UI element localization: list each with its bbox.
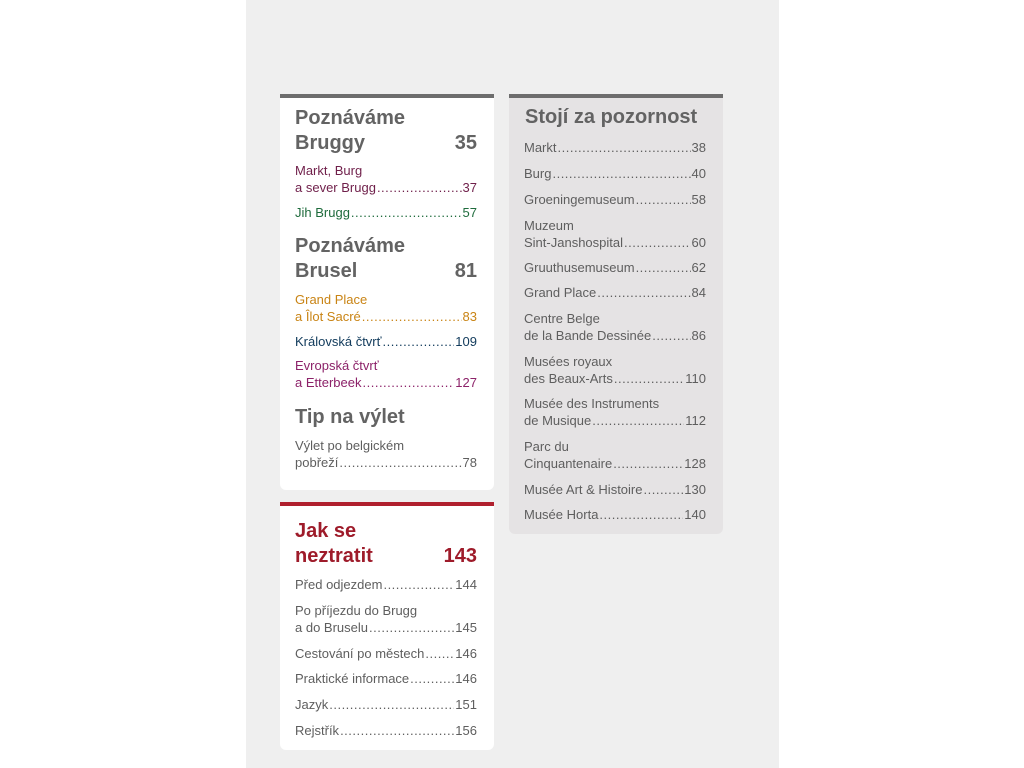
toc-entry-line1: Grand Place — [524, 285, 597, 300]
dot-leader — [552, 165, 690, 182]
toc-entry-page: 60 — [691, 235, 706, 250]
dot-leader — [383, 576, 454, 593]
toc-entry-musee-instruments[interactable] — [524, 395, 706, 429]
dot-leader — [425, 645, 454, 662]
dot-leader — [410, 670, 454, 687]
toc-entry-line1: Burg — [524, 166, 552, 181]
toc-entry-page: 145 — [455, 620, 477, 635]
toc-entry-page: 83 — [462, 309, 477, 324]
toc-entry-line2: pobřeží — [295, 455, 339, 470]
toc-entry-line1: Centre Belge — [524, 311, 600, 326]
section-title-text: Tip na výlet — [295, 406, 405, 428]
toc-page — [246, 0, 779, 768]
card-top-bar — [509, 94, 723, 98]
toc-card-destinations — [280, 94, 494, 490]
toc-entry-line1: Parc du — [524, 439, 569, 454]
toc-entry-line1: Výlet po belgickém — [295, 438, 405, 453]
toc-entry-line1: Markt — [524, 140, 557, 155]
toc-entry-page: 38 — [691, 140, 706, 155]
toc-entry-cestovani[interactable] — [295, 645, 477, 662]
toc-entry-page: 57 — [462, 205, 477, 220]
toc-entry-prakticke-informace[interactable] — [295, 670, 477, 687]
dot-leader — [652, 327, 690, 344]
dot-leader — [592, 412, 684, 429]
toc-entry-line2: a sever Brugg — [295, 180, 376, 195]
toc-entry-line1: Groeningemuseum — [524, 192, 635, 207]
card-top-bar — [280, 502, 494, 506]
toc-entry-line1: Markt, Burg — [295, 163, 363, 178]
toc-entry-line1: Musée des Instruments — [524, 396, 660, 411]
toc-entry-line1: Grand Place — [295, 292, 368, 307]
toc-entry-line1: Muzeum — [524, 218, 574, 233]
dot-leader — [558, 139, 691, 156]
dot-leader — [644, 481, 684, 498]
toc-entry-page: 84 — [691, 285, 706, 300]
dot-leader — [329, 696, 454, 713]
section-title-sights: Stojí za pozornost — [525, 106, 698, 128]
toc-entry-po-prijezdu[interactable] — [295, 602, 477, 636]
section-title-line1: Poznáváme — [295, 235, 406, 257]
toc-entry-page: 156 — [455, 723, 477, 738]
dot-leader — [383, 333, 455, 350]
section-page-number: 35 — [454, 132, 477, 154]
toc-entry-page: 127 — [455, 375, 477, 390]
toc-entry-page: 78 — [462, 455, 477, 470]
toc-entry-jih-brugg[interactable] — [295, 204, 477, 221]
toc-entry-page: 140 — [684, 507, 706, 522]
dot-leader — [369, 619, 454, 636]
dot-leader — [351, 204, 462, 221]
dot-leader — [363, 374, 455, 391]
dot-leader — [340, 722, 454, 739]
toc-entry-line1: Musées royaux — [524, 354, 613, 369]
toc-entry-line1: Jih Brugg — [295, 205, 350, 220]
toc-entry-line2: a Îlot Sacré — [295, 309, 361, 324]
section-title-line2: Brusel — [295, 260, 358, 282]
section-title-line1: Jak se — [295, 520, 357, 542]
dot-leader — [636, 191, 691, 208]
dot-leader — [377, 179, 462, 196]
toc-entry-page: 86 — [691, 328, 706, 343]
toc-entry-page: 110 — [685, 371, 706, 386]
toc-entry-markt-burg[interactable] — [295, 162, 477, 196]
toc-entry-kralovska-ctvrt[interactable] — [295, 333, 477, 350]
toc-entry-groeningemuseum[interactable] — [524, 191, 706, 208]
section-title-line2: neztratit — [295, 545, 373, 567]
toc-entry-line1: Rejstřík — [295, 723, 340, 738]
toc-entry-page: 37 — [462, 180, 477, 195]
section-title-brussels[interactable] — [295, 234, 477, 284]
dot-leader — [636, 259, 691, 276]
toc-entry-line1: Cestování po městech — [295, 646, 425, 661]
toc-entry-line2: de la Bande Dessinée — [524, 328, 652, 343]
toc-entry-line1: Gruuthusemuseum — [524, 260, 635, 275]
toc-entry-line1: Musée Art & Histoire — [524, 482, 643, 497]
dot-leader — [624, 234, 691, 251]
toc-entry-line2: de Musique — [524, 413, 592, 428]
toc-entry-line1: Praktické informace — [295, 671, 410, 686]
toc-card-practical — [280, 502, 494, 750]
toc-entry-line1: Po příjezdu do Brugg — [295, 603, 418, 618]
section-title-jak-se-neztratit[interactable] — [295, 519, 477, 569]
toc-entry-page: 62 — [691, 260, 706, 275]
toc-entry-page: 144 — [455, 577, 477, 592]
toc-entry-page: 130 — [684, 482, 706, 497]
toc-entry-grand-place[interactable] — [295, 291, 477, 325]
toc-entry-line2: Cinquantenaire — [524, 456, 613, 471]
toc-entry-line1: Před odjezdem — [295, 577, 383, 592]
toc-entry-rejstrik[interactable] — [295, 722, 477, 739]
dot-leader — [614, 370, 684, 387]
toc-entry-parc-cinquantenaire[interactable] — [524, 438, 706, 472]
toc-entry-sint-janshospital[interactable] — [524, 217, 706, 251]
toc-entry-line1: Jazyk — [295, 697, 329, 712]
toc-entry-page: 40 — [691, 166, 706, 181]
section-title-line1: Poznáváme — [295, 107, 406, 129]
toc-entry-page: 109 — [455, 334, 477, 349]
section-title-line2: Bruggy — [295, 132, 365, 154]
toc-entry-line2: des Beaux-Arts — [524, 371, 613, 386]
toc-entry-vylet[interactable] — [295, 437, 477, 471]
toc-entry-page: 146 — [455, 646, 477, 661]
dot-leader — [597, 284, 690, 301]
toc-entry-centre-belge[interactable] — [524, 310, 706, 344]
toc-entry-line1: Královská čtvrť — [295, 334, 382, 349]
toc-entry-evropska-ctvrt[interactable] — [295, 357, 477, 391]
toc-entry-page: 112 — [685, 413, 706, 428]
toc-entry-grand-place[interactable] — [524, 284, 706, 301]
toc-entry-line2: Sint-Janshospital — [524, 235, 623, 250]
toc-entry-gruuthusemuseum[interactable] — [524, 259, 706, 276]
toc-entry-musee-horta[interactable] — [524, 506, 706, 523]
toc-entry-line2: a Etterbeek — [295, 375, 362, 390]
dot-leader — [613, 455, 683, 472]
section-title-brugge[interactable] — [295, 106, 477, 156]
toc-entry-line1: Evropská čtvrť — [295, 358, 379, 373]
toc-entry-markt[interactable] — [524, 139, 706, 156]
toc-entry-line2: a do Bruselu — [295, 620, 368, 635]
section-title-trip[interactable] — [295, 405, 477, 430]
toc-entry-page: 151 — [455, 697, 477, 712]
section-page-number: 81 — [454, 260, 477, 282]
toc-entry-page: 146 — [455, 671, 477, 686]
dot-leader — [339, 454, 461, 471]
toc-entry-page: 128 — [684, 456, 706, 471]
card-top-bar — [280, 94, 494, 98]
toc-entry-page: 58 — [691, 192, 706, 207]
dot-leader — [599, 506, 683, 523]
toc-entry-pred-odjezdem[interactable] — [295, 576, 477, 593]
toc-entry-musee-art-histoire[interactable] — [524, 481, 706, 498]
toc-entry-line1: Musée Horta — [524, 507, 599, 522]
toc-entry-jazyk[interactable] — [295, 696, 477, 713]
toc-entry-musees-royaux[interactable] — [524, 353, 706, 387]
toc-card-sights — [509, 94, 723, 534]
toc-entry-burg[interactable] — [524, 165, 706, 182]
dot-leader — [362, 308, 462, 325]
section-page-number: 143 — [443, 545, 477, 567]
